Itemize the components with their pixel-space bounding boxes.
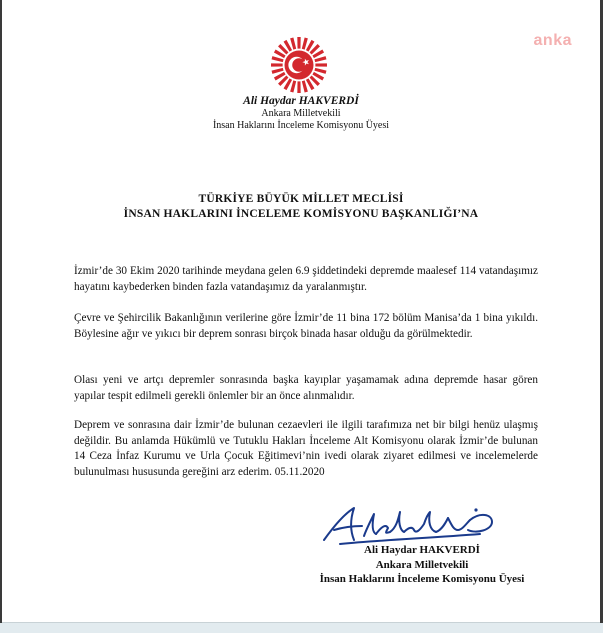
addressee-line-1: TÜRKİYE BÜYÜK MİLLET MECLİSİ <box>198 193 404 205</box>
watermark-logo: anka <box>533 32 572 49</box>
emblem-ray <box>314 68 326 74</box>
signature-block <box>302 543 542 587</box>
body-paragraph: İzmir’de 30 Ekim 2020 tarihinde meydana gelen 6.9 şiddetindeki depremde maalesef 114 vatandaşımız hayatını kaybederken binden fazla vatandaşımız da yaralanmıştır. <box>74 265 538 293</box>
emblem-ray <box>302 38 308 50</box>
emblem-ray <box>272 56 284 62</box>
emblem-ray <box>297 81 300 93</box>
emblem-ray <box>297 37 300 49</box>
addressee-heading <box>2 192 600 222</box>
letterhead-name: Ali Haydar HAKVERDİ <box>243 95 359 107</box>
emblem-ray <box>314 56 326 62</box>
addressee-line-2: İNSAN HAKLARINI İNCELEME KOMİSYONU BAŞKANLIĞI’NA <box>123 208 479 220</box>
handwritten-signature <box>320 500 500 548</box>
viewer-bottom-strip <box>0 623 603 633</box>
emblem-ray <box>290 38 296 50</box>
document-page <box>2 0 600 623</box>
emblem-ray <box>290 80 296 92</box>
signatory-role: İnsan Haklarını İnceleme Komisyonu Üyesi <box>319 573 525 585</box>
body-paragraph: Olası yeni ve artçı depremler sonrasında başka kayıplar yaşamamak adına depremde hasar gören yapılar tespit edilmeli gerekli önlemler bir an önce alınmalıdır. <box>74 374 538 402</box>
signatory-title: Ankara Milletvekili <box>375 558 469 571</box>
emblem-ray <box>272 68 284 74</box>
emblem-ray <box>302 80 308 92</box>
emblem-ray <box>271 63 283 66</box>
letterhead-title: Ankara Milletvekili <box>261 108 341 119</box>
emblem-ray <box>315 63 327 66</box>
letterhead-role: İnsan Haklarını İnceleme Komisyonu Üyesi <box>212 119 390 131</box>
body-paragraph: Çevre ve Şehircilik Bakanlığının verilerine göre İzmir’de 11 bina 172 bölüm Manisa’da 1 bina yıkıldı. Böylesine ağır ve yıkıcı bir deprem sonrası birçok binada hasar olduğu da görülmektedir. <box>74 312 538 340</box>
letterhead <box>2 95 600 131</box>
body-paragraph: Deprem ve sonrasına dair İzmir’de bulunan cezaevleri ile ilgili tarafımıza net bir bilgi henüz ulaşmış değildir. Bu anlamda Hükümlü ve Tutuklu Hakları İnceleme Alt Komisyonu olarak İzmir’de bulunan 14 Ceza İnfaz Kurumu ve Urla Çocuk Eğitimevi’nin ivedi olarak ziyaret edilmesi ve incelemelerde bulunulması hususunda gereğini arz ederim. 05.11.2020 <box>74 419 538 478</box>
parliament-emblem-icon <box>270 36 328 94</box>
signatory-name: Ali Haydar HAKVERDİ <box>364 544 480 556</box>
